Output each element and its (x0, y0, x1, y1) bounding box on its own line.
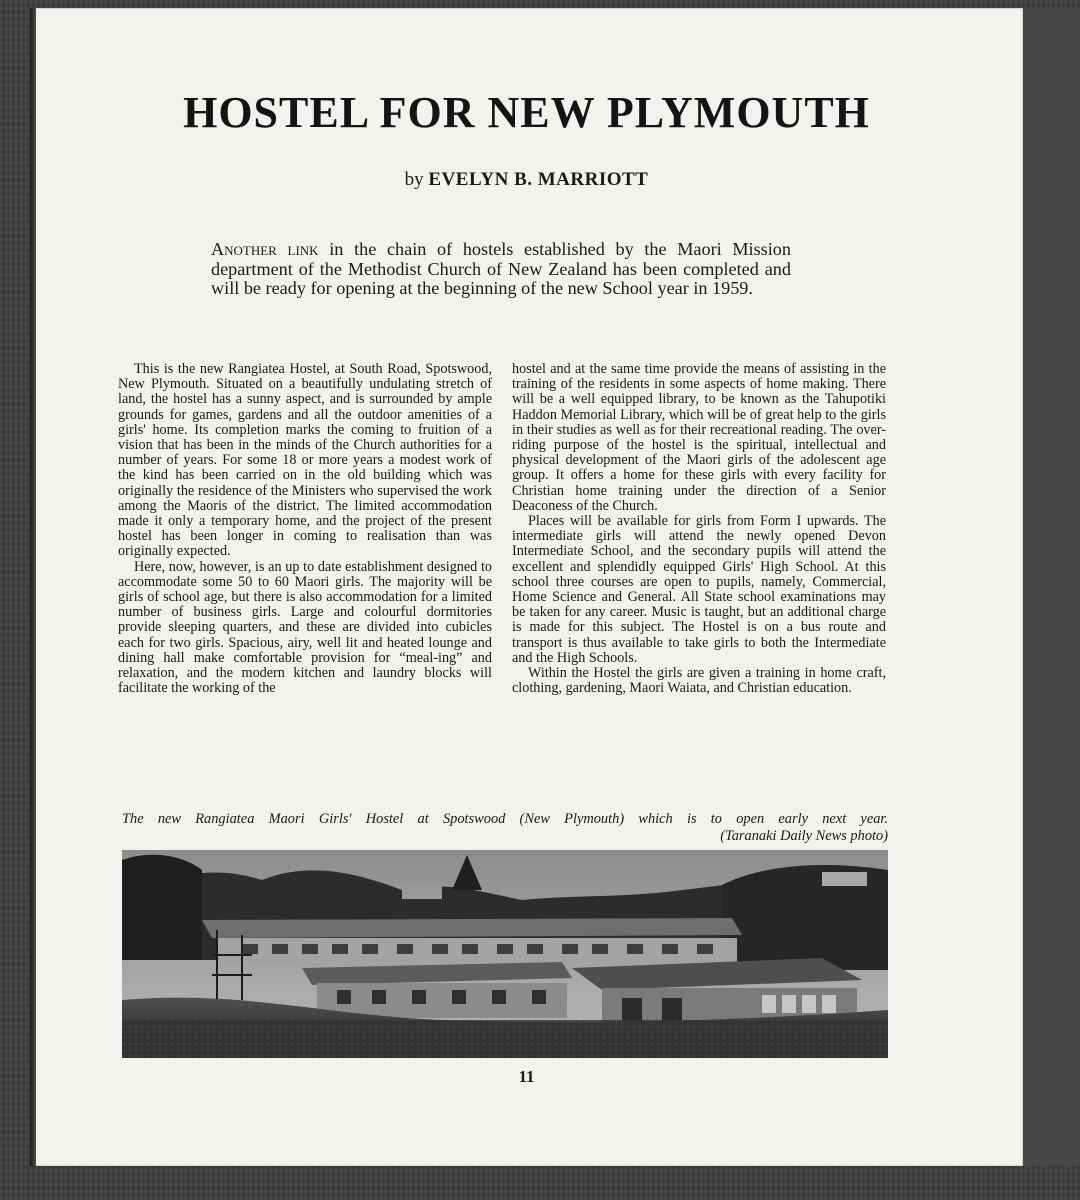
scan-margin-right (1023, 8, 1080, 1166)
article-title: HOSTEL FOR NEW PLYMOUTH (183, 88, 870, 137)
byline-prefix: by (404, 169, 424, 190)
photo-credit: (Taranaki Daily News photo) (720, 828, 888, 844)
byline-author: EVELYN B. MARRIOTT (428, 169, 649, 190)
hostel-photo-illustration (122, 850, 888, 1058)
body-paragraph: This is the new Rangiatea Hostel, at South Road, Spotswood, New Plymouth. Situated on a beautifully undulating stretch of land, the hostel has a sunny aspect, and is surrounded by ample grounds for games, gardens and all the outdoor amenities of a girls' home. Its completion marks the coming to fruition of a vision that has been in the minds of the Church authorities for a number of years. For some 18 or more years a modest work of the kind has been carried on in the old building which was originally the residence of the Ministers who supervised the work among the Maoris of the district. The limited accommodation made it only a temporary home, and the project of the present hostel has been longer in coming to realisation than was originally expected. (118, 361, 492, 560)
body-paragraph-continued: hostel and at the same time provide the means of assisting in the training of the residents in some aspects of home making. There will be a well equipped library, to be known as the Tahupotiki Haddon Memorial Library, which will be of great help to the girls in their studies as well as for their recreational reading. The over-riding purpose of the hostel is the spiritual, intellectual and physical development of the Maori girls of the adolescent age group. It offers a home for these girls with every facility for Christian home training under the direction of a Senior Deaconess of the Church. (512, 361, 886, 514)
body-paragraph: Places will be available for girls from Form I upwards. The intermediate girls will attend the newly opened Devon Intermediate School, and the secondary pupils will attend the excellent and splendidly equipped Girls' High School. At this school three courses are open to pupils, namely, Commercial, Home Science and General. All State school examinations may be taken for any career. Music is taught, but an additional charge is made for this subject. The Hostel is on a bus route and transport is thus available to take girls to both the Intermediate and the High Schools. (512, 513, 886, 666)
page-number: 11 (518, 1067, 535, 1086)
intro-text: in the chain of hostels established by the Maori Mission department of the Methodist Church of New Zealand has been completed and will be ready for opening at the beginning of the new School year in 1959. (211, 239, 791, 298)
body-paragraph: Within the Hostel the girls are given a training in home craft, clothing, gardening, Maori Waiata, and Christian education. (512, 665, 886, 697)
byline (30, 168, 1023, 192)
page-binding-edge (30, 8, 36, 1166)
body-paragraph: Here, now, however, is an up to date establishment designed to accommodate some 50 to 60 Maori girls. The majority will be girls of school age, but there is also accommodation for a limited number of business girls. Large and colourful dormitories provide sleeping quarters, and these are divided into cubicles each for two girls. Spacious, airy, well lit and heated lounge and dining hall make comfortable provision for “meal-ing” and relaxation, and the modern kitchen and laundry blocks will facilitate the working of the (118, 558, 492, 697)
hostel-photo (122, 850, 888, 1058)
caption-text: The new Rangiatea Maori Girls' Hostel at Spotswood (New Plymouth) which is to open early next year. (122, 811, 888, 827)
left-column (118, 362, 492, 696)
intro-paragraph (211, 240, 791, 299)
intro-lead: Another link (211, 239, 319, 259)
magazine-page (30, 8, 1023, 1166)
photo-caption (122, 811, 888, 845)
right-column (512, 362, 886, 696)
